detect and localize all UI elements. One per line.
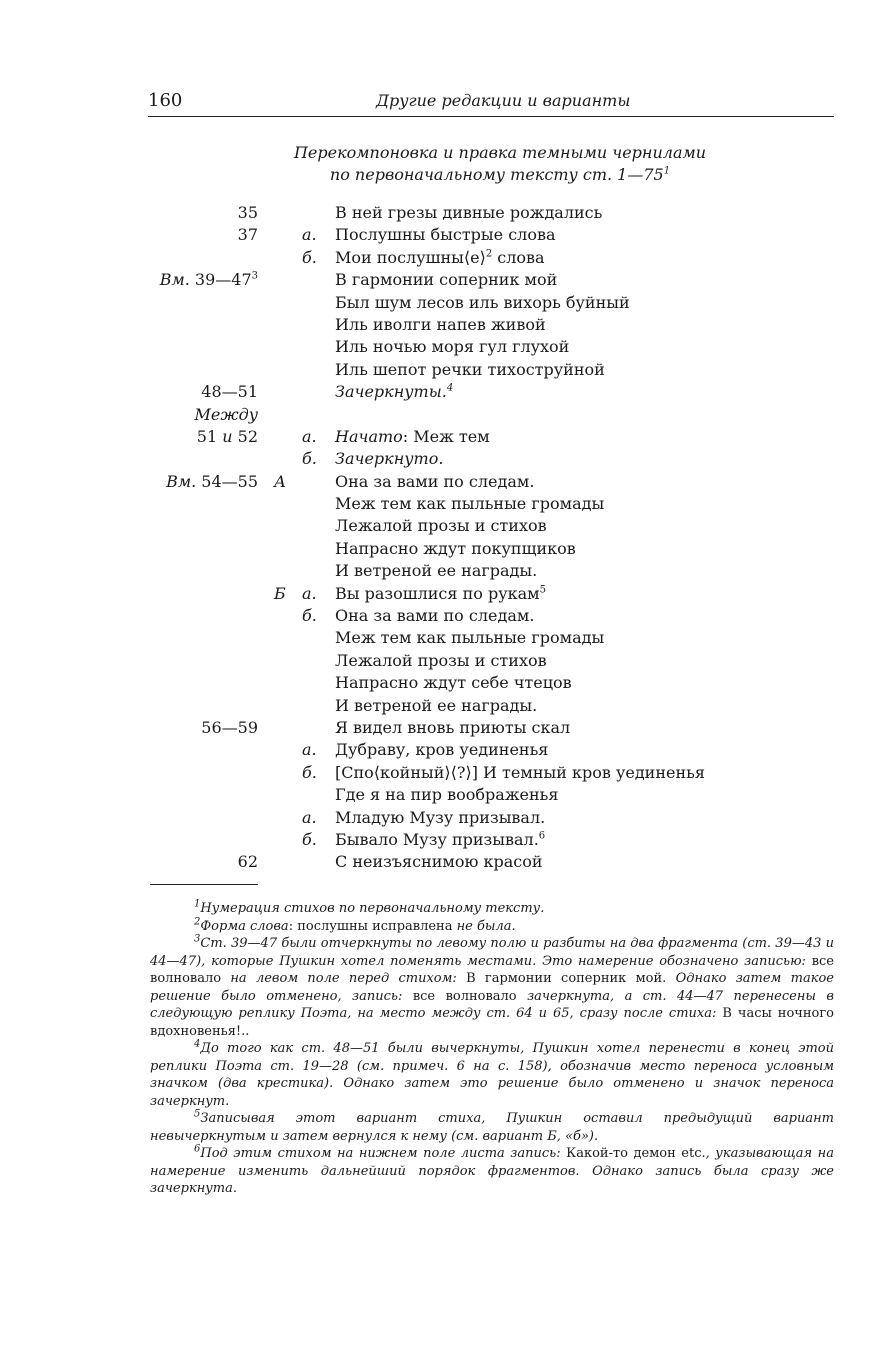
footnote-6: $^6$Под этим стихом на нижнем поле листа запись: Какой-то демон etc., указывающая на намерение изменить дальнейший порядок фрагментов. Однако запись была сразу же зачеркнута. (150, 1143, 834, 1196)
line-number (166, 471, 258, 493)
variant-marker: б. (302, 829, 317, 849)
line-range: 48—51 (201, 382, 258, 402)
verse-line: Меж тем как пыльные громады (335, 494, 605, 514)
line-range: 54—55 (196, 471, 258, 491)
variant-row (0, 404, 876, 426)
variant-row (0, 515, 876, 537)
variant-row (0, 336, 876, 358)
verse-text (335, 538, 576, 560)
variant-row (0, 269, 876, 291)
line-range: 51 (196, 426, 218, 446)
verse-line: Бывало Музу призывал. (335, 829, 539, 849)
verse-line: [Спо⟨койный⟩⟨?⟩] И темный кров уединенья (335, 762, 705, 782)
verse-text (335, 717, 570, 739)
verse-line: И ветреной ее награды. (335, 561, 538, 581)
variant-row (0, 739, 876, 761)
redaction-label: Б (274, 583, 286, 603)
verse-text (335, 605, 534, 627)
verse-line: Зачеркнуто. (335, 449, 444, 469)
title-line-1: Перекомпоновка и правка темными чернилами (293, 143, 707, 162)
line-number (201, 717, 258, 739)
verse-text (335, 650, 547, 672)
footnote-ref: 6 (538, 830, 546, 842)
variant-row (0, 583, 876, 605)
variant-row (0, 695, 876, 717)
line-number (197, 426, 258, 448)
line-prefix: Вм. (159, 270, 190, 290)
variant-marker: б. (302, 762, 317, 782)
variant-marker: а. (302, 225, 317, 245)
verse-line: Младую Музу призывал. (335, 807, 546, 827)
verse-line: С неизъяснимою красой (335, 852, 543, 872)
line-range: 56—59 (201, 717, 258, 737)
variant-row (0, 538, 876, 560)
page-header (148, 88, 834, 117)
footnote-rule (150, 884, 258, 885)
variant-row (0, 426, 876, 448)
verse-line: Был шум лесов иль вихорь буйный (335, 292, 630, 312)
footnotes (150, 900, 834, 1198)
line-number (238, 224, 258, 246)
verse-line: И ветреной ее награды. (335, 695, 538, 715)
verse-text (335, 627, 604, 649)
verse-line: В ней грезы дивные рождались (335, 203, 603, 222)
verse-line: Иль шепот речки тихоструйной (335, 359, 605, 379)
line-number (195, 404, 258, 426)
verse-text (335, 695, 537, 717)
verse-line: Она за вами по следам. (335, 471, 535, 491)
variant-row (0, 292, 876, 314)
verse-line: Она за вами по следам. (335, 606, 535, 626)
variant-row (0, 829, 876, 851)
verse-line-rest: слова (492, 247, 545, 267)
footnote-ref: 3 (251, 270, 258, 282)
verse-text (335, 672, 572, 694)
variant-marker: а. (302, 740, 317, 760)
variant-row (0, 717, 876, 739)
verse-text (335, 515, 547, 537)
verse-line: Мои послушны⟨е⟩ (335, 247, 486, 267)
verse-note: Начато (335, 426, 403, 446)
line-conj: и (217, 426, 238, 446)
verse-text (335, 247, 545, 269)
verse-text (335, 493, 604, 515)
verse-text (335, 381, 453, 403)
verse-text (335, 807, 545, 829)
verse-line: В гармонии соперник мой (335, 270, 558, 290)
footnote-3: $^3$Ст. 39—47 были отчеркнуты по левому полю и разбиты на два фрагмента (ст. 39—43 и 44—47), которые Пушкин хотел поменять местами. Это намерение обозначено записью: все волновало на левом поле перед стихом: В гармонии соперник мой. Однако затем такое решение было отменено, запись: все волновало зачеркнута, а ст. 44—47 перенесены в следующую реплику Поэта, на место между ст. 64 и 65, сразу после стиха: В часы ночного вдохновенья!.. (150, 933, 834, 1039)
variant-row (0, 224, 876, 246)
verse-line: Лежалой прозы и стихов (335, 516, 547, 536)
line-range: 37 (237, 225, 258, 245)
footnote-ref: 5 (539, 584, 546, 596)
section-title (150, 142, 850, 186)
line-number (201, 381, 258, 403)
variant-row (0, 247, 876, 269)
variant-row (0, 807, 876, 829)
line-number (160, 269, 258, 291)
variant-marker: а. (302, 583, 317, 603)
variant-row (0, 314, 876, 336)
verse-line: Иль иволги напев живой (335, 314, 546, 334)
variant-row (0, 851, 876, 873)
variant-row (0, 448, 876, 470)
running-head: Другие редакции и варианты (376, 91, 631, 110)
footnote-5: $^5$Записывая этот вариант стиха, Пушкин оставил предыдущий вариант невычеркнутым и затем вернулся к нему (см. вариант Б, «б»). (150, 1108, 834, 1144)
verse-text (335, 784, 558, 806)
verse-line: Лежалой прозы и стихов (335, 650, 547, 670)
variant-row (0, 784, 876, 806)
line-label: Между (194, 404, 258, 424)
title-line-2: по первоначальному тексту ст. $1—75^1$ (329, 165, 671, 184)
verse-line: Напрасно ждут покупщиков (335, 538, 576, 558)
verse-line: Зачеркнуты. (335, 382, 447, 402)
line-prefix: Вм. (166, 471, 197, 491)
line-range: 35 (237, 203, 258, 222)
variant-row (0, 605, 876, 627)
verse-text (335, 314, 546, 336)
variant-marker: а. (302, 807, 317, 827)
verse-line: Послушны быстрые слова (335, 225, 556, 245)
footnote-1: $^1$Нумерация стихов по первоначальному тексту. (194, 898, 545, 916)
variant-row (0, 560, 876, 582)
verse-text (335, 448, 443, 470)
verse-line: Напрасно ждут себе чтецов (335, 673, 572, 693)
line-range-2: 52 (237, 426, 258, 446)
verse-line: Меж тем как пыльные громады (335, 628, 605, 648)
verse-text (335, 829, 545, 851)
variant-row (0, 471, 876, 493)
variant-row (0, 493, 876, 515)
footnote-ref: 4 (446, 382, 454, 394)
verse-line: Где я на пир воображенья (335, 785, 559, 805)
variant-row (0, 359, 876, 381)
variant-row (0, 627, 876, 649)
line-number (238, 202, 258, 224)
verse-text (335, 471, 534, 493)
line-range: 62 (237, 852, 258, 872)
page-number: 160 (148, 90, 183, 111)
variant-row (0, 762, 876, 784)
footnote-ref: 2 (485, 248, 493, 260)
variant-row (0, 650, 876, 672)
line-number (238, 851, 258, 873)
verse-text (335, 202, 602, 224)
verse-text (335, 359, 605, 381)
redaction-label: А (274, 471, 287, 491)
footnote-2: $^2$Форма слова: послушны исправлена не была. (194, 916, 516, 934)
verse-text (335, 560, 537, 582)
verse-line: Дубраву, кров уединенья (335, 740, 549, 760)
verse-text (335, 292, 630, 314)
variant-row (0, 381, 876, 403)
verse-line: Я видел вновь приюты скал (335, 717, 571, 737)
footnote-4: $^4$До того как ст. 48—51 были вычеркнуты, Пушкин хотел перенести в конец этой реплики Поэта ст. 19—28 (см. примеч. 6 на с. 158), обозначив место переноса условным значком (два крестика). Однако затем это решение было отменено и значок переноса зачеркнут. (150, 1038, 834, 1109)
verse-text (335, 583, 546, 605)
line-range: 39—47 (189, 270, 252, 290)
verse-line: : Меж тем (402, 426, 490, 446)
verse-line: Вы разошлися по рукам (335, 583, 540, 603)
verse-text (335, 851, 543, 873)
variant-row (0, 672, 876, 694)
verse-text (335, 739, 548, 761)
variant-row (0, 202, 876, 224)
variant-rows (0, 202, 876, 874)
verse-text (335, 224, 556, 246)
variant-marker: б. (302, 606, 317, 626)
verse-text (335, 269, 557, 291)
variant-marker: б. (302, 449, 317, 469)
verse-line: Иль ночью моря гул глухой (335, 337, 570, 357)
verse-text (335, 336, 569, 358)
verse-text (335, 762, 705, 784)
variant-marker: а. (302, 426, 317, 446)
verse-text (335, 426, 490, 448)
variant-marker: б. (302, 247, 317, 267)
